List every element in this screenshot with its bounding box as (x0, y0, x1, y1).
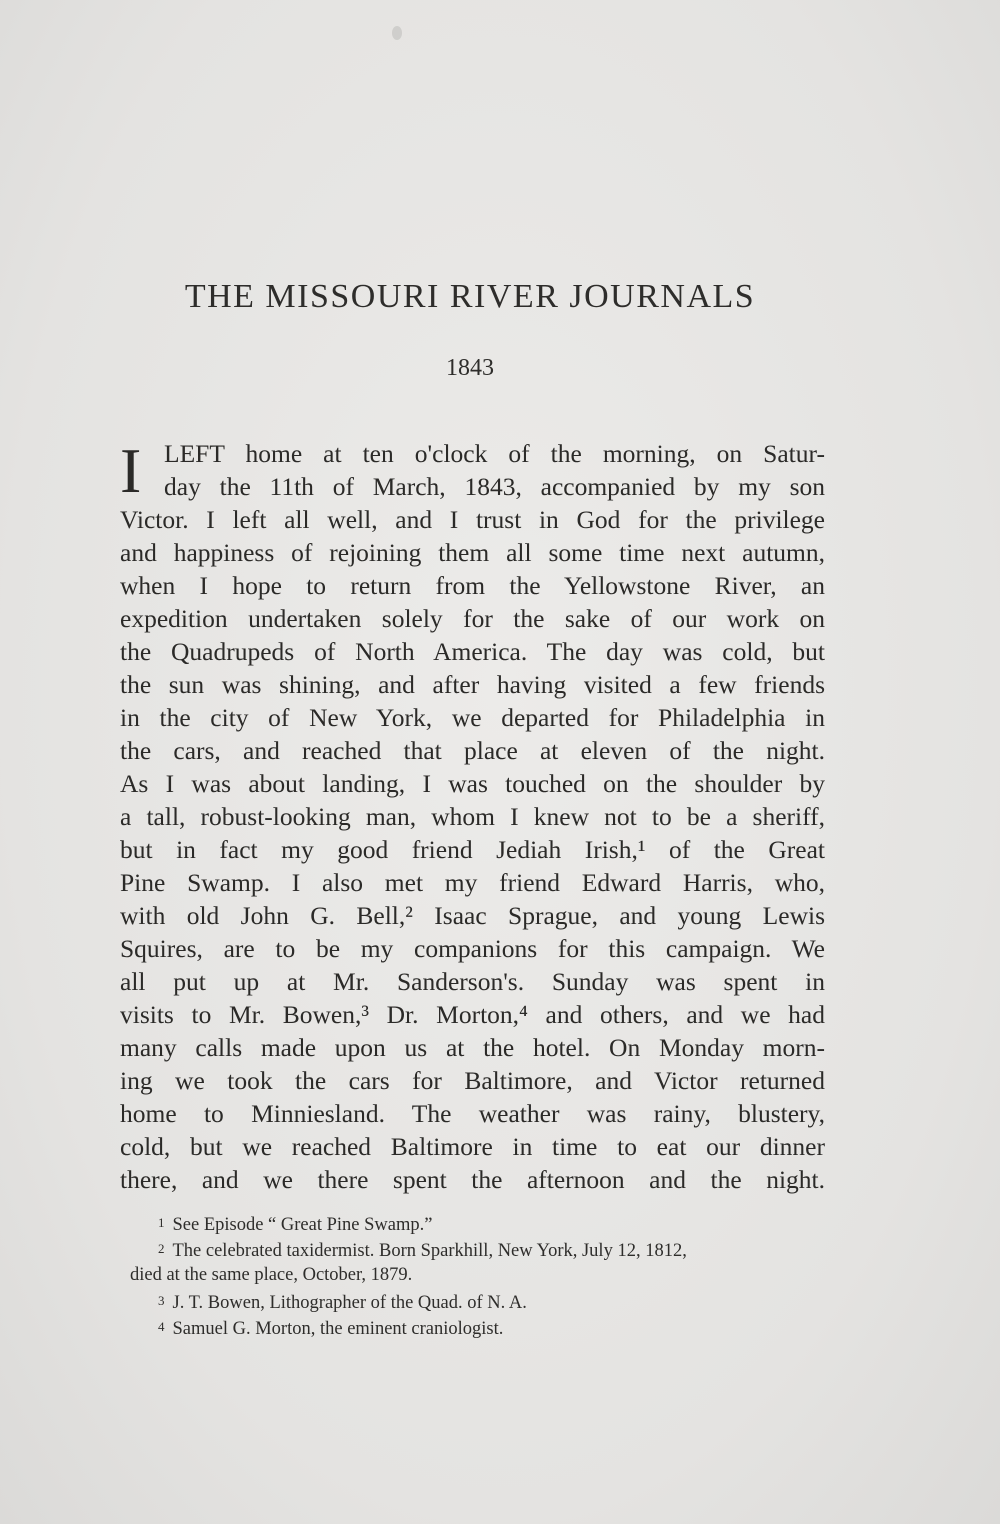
body-line: LEFT home at ten o'clock of the morning, on Satur- (164, 439, 825, 468)
footnotes (130, 1210, 830, 1340)
footnote-line (130, 1236, 830, 1262)
drop-cap: I (120, 435, 142, 506)
body-line: when I hope to return from the Yellowstone River, an (120, 571, 825, 600)
body-line: Pine Swamp. I also met my friend Edward Harris, who, (120, 868, 825, 897)
body-line: As I was about landing, I was touched on the shoulder by (120, 769, 825, 798)
body-line: there, and we there spent the afternoon and the night. (120, 1165, 825, 1194)
chapter-title: THE MISSOURI RIVER JOURNALS (184, 278, 756, 315)
body-line: visits to Mr. Bowen,³ Dr. Morton,⁴ and others, and we had (120, 1000, 825, 1029)
body-line: Squires, are to be my companions for this campaign. We (120, 934, 825, 963)
body-line: the sun was shining, and after having visited a few friends (120, 670, 825, 699)
body-text (120, 437, 825, 1196)
body-line: and happiness of rejoining them all some time next autumn, (120, 538, 825, 567)
body-line: but in fact my good friend Jediah Irish,¹ of the Great (120, 835, 825, 864)
footnote-number: 1 (158, 1215, 165, 1230)
body-line: ing we took the cars for Baltimore, and Victor returned (120, 1066, 825, 1095)
footnote-number: 2 (158, 1241, 165, 1256)
body-line: home to Minniesland. The weather was rainy, blustery, (120, 1099, 825, 1128)
footnote-number: 4 (158, 1319, 165, 1334)
body-line: many calls made upon us at the hotel. On Monday morn- (120, 1033, 825, 1062)
body-line: the cars, and reached that place at eleven of the night. (120, 736, 825, 765)
chapter-year: 1843 (446, 355, 494, 381)
footnote-text: See Episode “ Great Pine Swamp.” (172, 1215, 433, 1235)
body-line: the Quadrupeds of North America. The day was cold, but (120, 637, 825, 666)
body-lines (120, 437, 825, 1196)
body-line: with old John G. Bell,² Isaac Sprague, and young Lewis (120, 901, 825, 930)
body-line: all put up at Mr. Sanderson's. Sunday was spent in (120, 967, 825, 996)
footnote-line (130, 1262, 830, 1288)
footnote-text: The celebrated taxidermist. Born Sparkhill, New York, July 12, 1812, (172, 1241, 687, 1261)
footnote-text: J. T. Bowen, Lithographer of the Quad. of N. A. (172, 1293, 527, 1313)
body-line: Victor. I left all well, and I trust in God for the privilege (120, 505, 825, 534)
footnote-number: 3 (158, 1293, 165, 1308)
body-line: day the 11th of March, 1843, accompanied by my son (164, 472, 825, 501)
footnote-line (130, 1210, 830, 1236)
footnote-text: Samuel G. Morton, the eminent craniologist. (172, 1319, 504, 1339)
footnote-line (130, 1314, 830, 1340)
body-line: in the city of New York, we departed for Philadelphia in (120, 703, 825, 732)
paper-blemish (392, 26, 402, 40)
footnote-line (130, 1288, 830, 1314)
footnote-text: died at the same place, October, 1879. (130, 1265, 413, 1285)
body-line: cold, but we reached Baltimore in time to eat our dinner (120, 1132, 825, 1161)
body-line: expedition undertaken solely for the sake of our work on (120, 604, 825, 633)
body-line: a tall, robust-looking man, whom I knew not to be a sheriff, (120, 802, 825, 831)
